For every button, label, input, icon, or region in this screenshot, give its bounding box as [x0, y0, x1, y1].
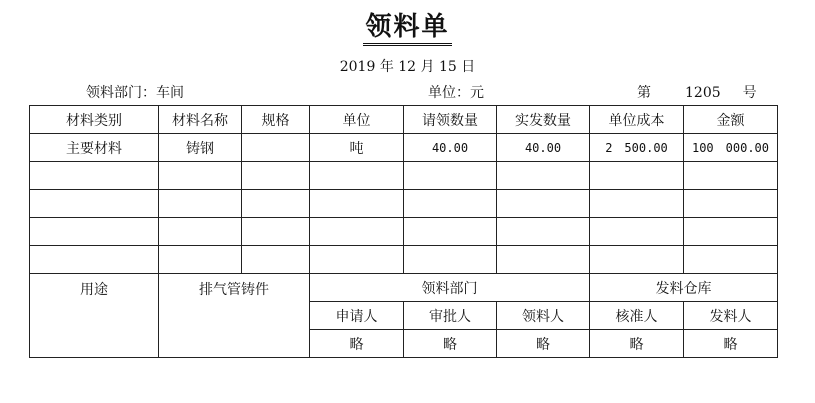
role-issuer: 发料人 [684, 302, 778, 330]
role-verifier: 核准人 [590, 302, 684, 330]
cell-unit-cost: 2 500.00 [590, 134, 684, 162]
table-row-empty [30, 218, 778, 246]
table-row-empty [30, 190, 778, 218]
cell-name: 铸钢 [159, 134, 242, 162]
header-issued: 实发数量 [497, 106, 590, 134]
table-row [30, 134, 778, 162]
cell-category: 主要材料 [30, 134, 159, 162]
purpose-label: 用途 [30, 274, 159, 358]
cell-spec [242, 134, 310, 162]
form-number-value: 1205 [685, 85, 721, 101]
cell-requested: 40.00 [404, 134, 497, 162]
signature-receiver: 略 [497, 330, 590, 358]
role-applicant: 申请人 [310, 302, 404, 330]
table-row-empty [30, 162, 778, 190]
purpose-value: 排气管铸件 [159, 274, 310, 358]
header-unit: 单位 [310, 106, 404, 134]
purpose-row [30, 274, 778, 302]
requisition-table [29, 105, 778, 358]
dept-section-label: 领料部门 [310, 274, 590, 302]
cell-amount: 100 000.00 [684, 134, 778, 162]
header-row [30, 106, 778, 134]
signature-applicant: 略 [310, 330, 404, 358]
department-label: 领料部门：车间 [86, 85, 184, 101]
header-spec: 规格 [242, 106, 310, 134]
role-approver: 审批人 [404, 302, 497, 330]
form-date: 2019 年 12 月 15 日 [339, 59, 476, 75]
header-category: 材料类别 [30, 106, 159, 134]
form-number: 第 1205 号 [637, 85, 757, 101]
signature-verifier: 略 [590, 330, 684, 358]
cell-unit: 吨 [310, 134, 404, 162]
form-title: 领料单 [0, 6, 815, 43]
role-receiver: 领料人 [497, 302, 590, 330]
header-requested: 请领数量 [404, 106, 497, 134]
header-unit-cost: 单位成本 [590, 106, 684, 134]
currency-unit-label: 单位：元 [428, 85, 484, 101]
header-amount: 金额 [684, 106, 778, 134]
cell-issued: 40.00 [497, 134, 590, 162]
signature-issuer: 略 [684, 330, 778, 358]
table-row-empty [30, 246, 778, 274]
warehouse-section-label: 发料仓库 [590, 274, 778, 302]
header-name: 材料名称 [159, 106, 242, 134]
signature-approver: 略 [404, 330, 497, 358]
